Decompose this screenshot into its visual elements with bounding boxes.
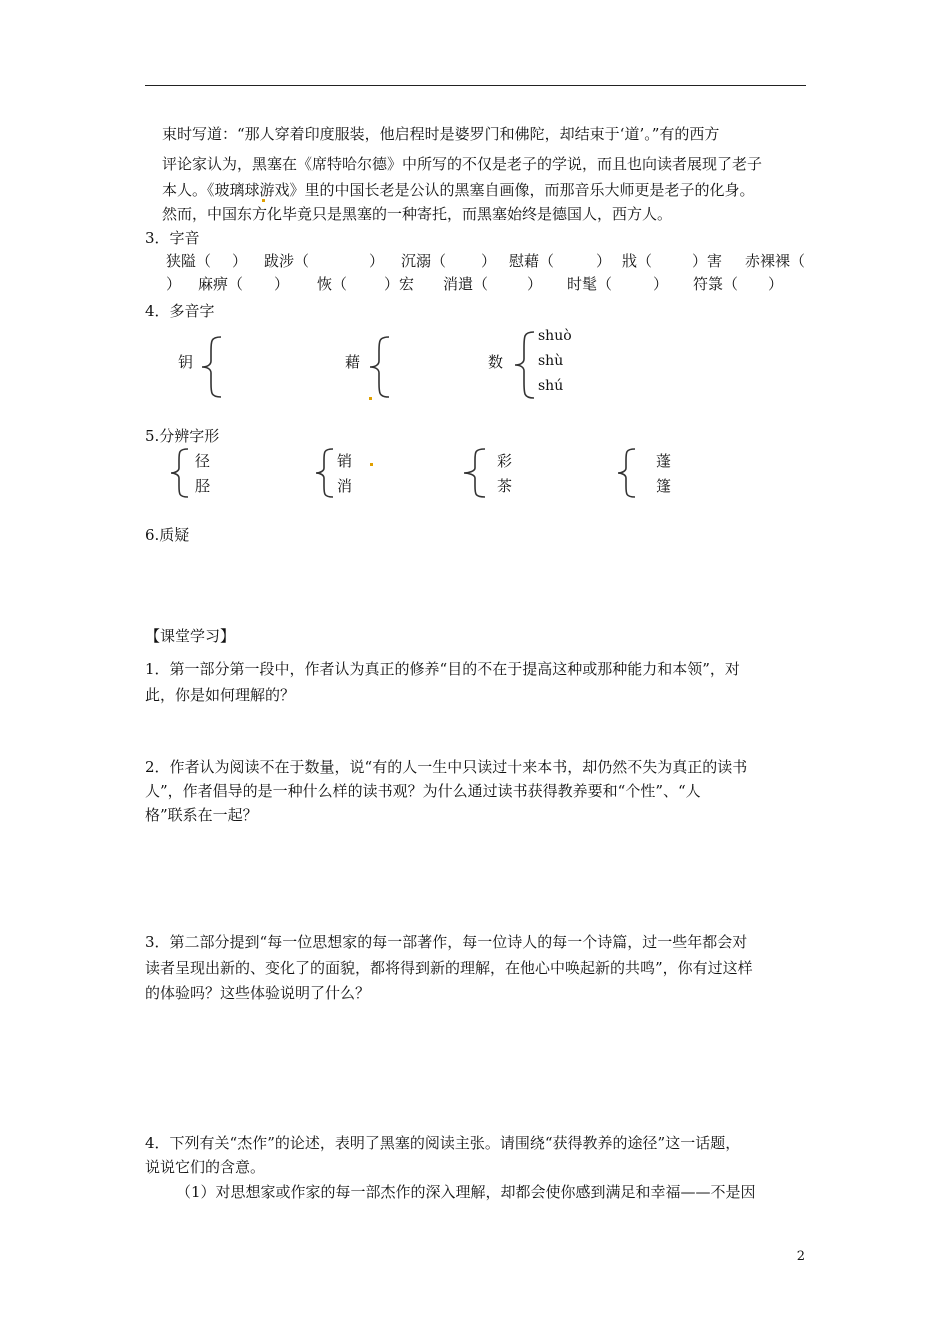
glyph-pair-2-a: 销 <box>337 452 353 470</box>
question-3-line-2: 读者呈现出新的、变化了的面貌，都将得到新的理解，在他心中唤起新的共鸣”，你有过这样 <box>145 959 753 977</box>
pron-row-2-item-3: ） <box>274 275 290 293</box>
section-4-heading: 4．多音字 <box>145 302 215 320</box>
pinyin-1: shuò <box>538 328 572 344</box>
question-4-line-1: 4．下列有关“杰作”的论述，表明了黑塞的阅读主张。请围绕“获得教养的途径”这一话题， <box>145 1134 741 1152</box>
glyph-pair-3-a: 彩 <box>497 452 513 470</box>
glyph-pair-2-b: 消 <box>337 477 353 495</box>
intro-line-1: 束时写道：“那人穿着印度服装，他启程时是婆罗门和佛陀，却结束于‘道’。”有的西方 <box>162 125 720 143</box>
pron-row-1-item-10: ）害 <box>692 252 723 270</box>
brace-pair-2 <box>313 447 337 503</box>
header-rule <box>145 85 806 86</box>
intro-line-4: 然而，中国东方化毕竟只是黑塞的一种寄托，而黑塞始终是德国人，西方人。 <box>162 205 673 223</box>
pron-row-2-item-4: 恢（ <box>317 275 348 293</box>
pron-row-2-item-9: ） <box>653 275 669 293</box>
intro-line-2: 评论家认为，黑塞在《席特哈尔德》中所写的不仅是老子的学说，而且也向读者展现了老子 <box>162 155 763 173</box>
highlight-mark <box>370 463 373 466</box>
question-2-line-2: 人”，作者倡导的是一种什么样的读书观？为什么通过读书获得教养要和“个性”、“人 <box>145 782 701 800</box>
pron-row-2-item-6: 消遣（ <box>443 275 489 293</box>
pron-row-2-item-7: ） <box>527 275 543 293</box>
polyphone-char-3: 数 <box>488 353 504 371</box>
question-1-line-1: 1．第一部分第一段中，作者认为真正的修养“目的不在于提高这种或那种能力和本领”，对 <box>145 660 740 678</box>
section-6-heading: 6.质疑 <box>145 526 190 544</box>
question-3-line-3: 的体验吗？这些体验说明了什么？ <box>145 984 371 1002</box>
intro-line-3: 本人。《玻璃球游戏》里的中国长老是公认的黑塞自画像，而那音乐大师更是老子的化身。 <box>162 181 755 199</box>
question-2-line-3: 格”联系在一起？ <box>145 806 258 824</box>
glyph-pair-1-b: 胫 <box>195 477 211 495</box>
pron-row-1-item-4: ） <box>369 252 385 270</box>
classroom-heading: 【课堂学习】 <box>145 627 236 645</box>
pron-row-2-item-2: 麻痹（ <box>198 275 244 293</box>
section-5-heading: 5.分辨字形 <box>145 427 220 445</box>
pron-row-2-item-10: 符箓（ <box>693 275 739 293</box>
brace-pair-1 <box>168 447 192 503</box>
brace-pair-4 <box>615 447 639 503</box>
brace-3 <box>512 330 538 404</box>
pinyin-2: shù <box>538 353 564 369</box>
highlight-mark <box>262 199 265 202</box>
question-4-line-3: （1）对思想家或作家的每一部杰作的深入理解，却都会使你感到满足和幸福——不是因 <box>176 1183 756 1201</box>
pron-row-1-item-11: 赤裸裸（ <box>745 252 806 270</box>
polyphone-char-1: 钥 <box>178 353 194 371</box>
pron-row-1-item-7: 慰藉（ <box>509 252 555 270</box>
pron-row-1-item-3: 跋涉（ <box>264 252 310 270</box>
pron-row-2-item-8: 时髦（ <box>567 275 613 293</box>
section-3-heading: 3．字音 <box>145 229 200 247</box>
pron-row-1-item-1: 狭隘（ <box>166 252 212 270</box>
pron-row-2-item-11: ） <box>768 275 784 293</box>
pron-row-1-item-6: ） <box>481 252 497 270</box>
pron-row-1-item-5: 沉溺（ <box>401 252 447 270</box>
question-3-line-1: 3．第二部分提到“每一位思想家的每一部著作，每一位诗人的每一个诗篇，过一些年都会对 <box>145 933 748 951</box>
pinyin-3: shú <box>538 378 564 394</box>
question-2-line-1: 2．作者认为阅读不在于数量，说“有的人一生中只读过十来本书，却仍然不失为真正的读书 <box>145 758 748 776</box>
pron-row-2-item-5: ）宏 <box>384 275 415 293</box>
highlight-mark <box>369 397 372 400</box>
pron-row-1-item-2: ） <box>232 252 248 270</box>
polyphone-char-2: 藉 <box>345 353 361 371</box>
brace-pair-3 <box>461 447 489 503</box>
glyph-pair-4-a: 蓬 <box>656 452 672 470</box>
glyph-pair-3-b: 茶 <box>497 477 513 495</box>
glyph-pair-4-b: 篷 <box>656 477 672 495</box>
question-1-line-2: 此，你是如何理解的？ <box>145 686 296 704</box>
brace-2 <box>367 335 393 403</box>
brace-1 <box>199 335 225 403</box>
glyph-pair-1-a: 径 <box>195 452 211 470</box>
question-4-line-2: 说说它们的含意。 <box>145 1158 266 1176</box>
pron-row-1-item-9: 戕（ <box>622 252 653 270</box>
pron-row-2-item-1: ） <box>166 275 182 293</box>
page-number: 2 <box>796 1249 805 1264</box>
pron-row-1-item-8: ） <box>596 252 612 270</box>
